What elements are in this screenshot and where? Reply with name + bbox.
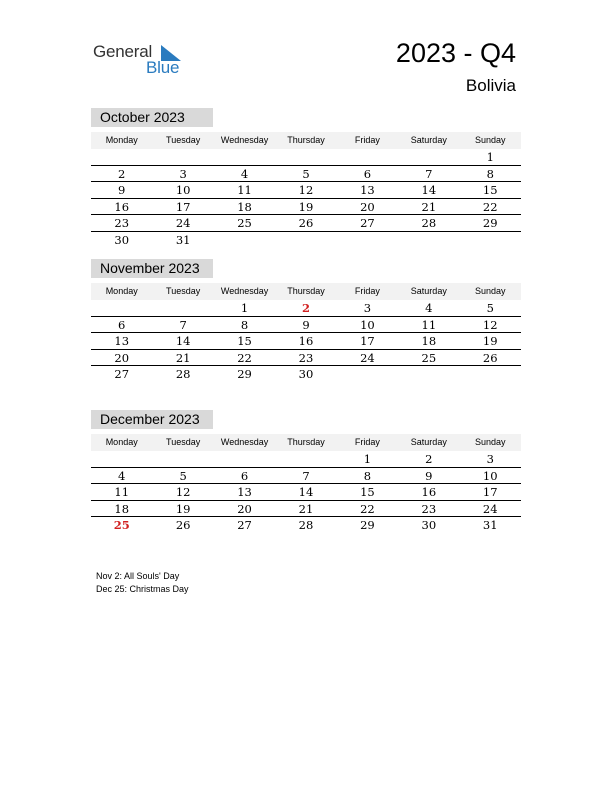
- day-cell: 28: [421, 216, 437, 231]
- day-cell: [214, 451, 275, 467]
- weekday-label: Thursday: [287, 286, 325, 296]
- day-cell: 27: [237, 518, 252, 533]
- day-cell: 6: [118, 317, 126, 332]
- day-cell: 13: [360, 183, 375, 198]
- day-cell: 3: [363, 301, 372, 315]
- day-cell: 9: [425, 468, 433, 483]
- week-rows: [91, 149, 521, 249]
- day-cell: 31: [482, 518, 498, 533]
- week-rows: [91, 451, 521, 534]
- day-cell: 5: [302, 166, 310, 181]
- day-cell: 10: [360, 317, 375, 332]
- weekday-label: Thursday: [287, 135, 325, 145]
- day-cell: 12: [175, 485, 191, 500]
- day-cell: 18: [237, 199, 252, 214]
- day-cell: 12: [298, 183, 314, 198]
- day-cell: [398, 232, 459, 249]
- day-cell: 5: [179, 468, 187, 483]
- day-cell: 18: [421, 334, 437, 349]
- month-block-november: [91, 259, 521, 383]
- day-cell: 8: [240, 317, 249, 332]
- day-cell: 11: [421, 317, 437, 332]
- day-cell: 25: [421, 350, 437, 365]
- weekday-label: Monday: [105, 437, 138, 447]
- day-cell: 17: [175, 199, 191, 214]
- day-cell: 28: [298, 518, 314, 533]
- week-row: [91, 451, 521, 468]
- day-cell: [91, 300, 152, 316]
- day-cell: 6: [240, 468, 249, 483]
- month-block-october: [91, 108, 521, 249]
- week-row: [91, 350, 521, 367]
- day-cell: 15: [360, 485, 375, 500]
- week-row: [91, 517, 521, 534]
- day-cell: 30: [298, 367, 314, 382]
- day-cell: [275, 149, 336, 165]
- holiday-note: Dec 25: Christmas Day: [96, 584, 189, 594]
- day-cell: 7: [302, 468, 310, 483]
- day-cell: [91, 451, 152, 467]
- page-title: 2023 - Q4: [395, 38, 516, 68]
- day-cell: 14: [298, 485, 314, 500]
- day-cell: 29: [237, 367, 252, 382]
- logo-general-text: General: [93, 42, 153, 61]
- day-cell: 21: [175, 350, 191, 365]
- month-name: November 2023: [91, 259, 213, 278]
- day-cell: 18: [114, 501, 130, 516]
- day-cell: 17: [360, 334, 375, 349]
- weekday-label: Sunday: [474, 286, 506, 296]
- day-cell: 31: [175, 232, 191, 247]
- weekday-label: Monday: [105, 286, 138, 296]
- weekday-label: Sunday: [474, 135, 506, 145]
- week-row: [91, 300, 521, 317]
- day-cell: 21: [298, 501, 314, 516]
- weekday-label: Saturday: [410, 437, 447, 447]
- day-cell: 28: [175, 367, 191, 382]
- day-cell: 1: [240, 301, 249, 315]
- weekday-label: Tuesday: [166, 286, 201, 296]
- day-cell: [398, 366, 459, 383]
- day-cell: 14: [421, 183, 437, 198]
- day-cell: 24: [175, 216, 191, 231]
- week-row: [91, 182, 521, 199]
- holiday-day-cell: 2: [301, 301, 310, 315]
- week-row: [91, 366, 521, 383]
- day-cell: 4: [118, 468, 126, 483]
- day-cell: 3: [179, 166, 187, 181]
- day-cell: 26: [175, 518, 191, 533]
- day-cell: [91, 149, 152, 165]
- weekday-label: Monday: [105, 135, 138, 145]
- day-cell: 1: [363, 452, 372, 466]
- day-cell: [214, 232, 275, 249]
- day-cell: [398, 149, 459, 165]
- day-cell: 10: [175, 183, 191, 198]
- week-rows: [91, 300, 521, 383]
- week-row: [91, 468, 521, 485]
- generalblue-logo: [93, 42, 193, 78]
- day-cell: [214, 149, 275, 165]
- day-cell: [275, 232, 336, 249]
- day-cell: 8: [486, 166, 494, 181]
- day-cell: 30: [421, 518, 437, 533]
- weekday-label: Sunday: [474, 437, 506, 447]
- day-cell: [337, 366, 398, 383]
- day-cell: 3: [486, 452, 494, 466]
- day-cell: 23: [298, 350, 314, 365]
- day-cell: 13: [237, 485, 252, 500]
- day-cell: 26: [298, 216, 314, 231]
- day-cell: 29: [360, 518, 375, 533]
- day-cell: 21: [421, 199, 437, 214]
- day-cell: [152, 149, 213, 165]
- day-cell: 27: [114, 367, 130, 382]
- day-cell: 2: [118, 166, 126, 181]
- day-cell: 4: [425, 301, 433, 315]
- weekday-label: Wednesday: [220, 286, 269, 296]
- week-row: [91, 232, 521, 249]
- weekday-label: Wednesday: [220, 135, 269, 145]
- day-cell: 7: [425, 166, 433, 181]
- day-cell: 22: [237, 350, 252, 365]
- day-cell: 20: [237, 501, 252, 516]
- day-cell: 22: [360, 501, 375, 516]
- day-cell: 16: [114, 199, 130, 214]
- day-cell: [337, 149, 398, 165]
- day-cell: 13: [114, 334, 130, 349]
- week-row: [91, 501, 521, 518]
- day-cell: [152, 451, 213, 467]
- day-cell: 2: [425, 452, 433, 466]
- day-cell: 27: [360, 216, 375, 231]
- weekday-label: Tuesday: [166, 135, 201, 145]
- day-cell: 25: [237, 216, 252, 231]
- day-cell: 24: [482, 501, 498, 516]
- weekday-label: Friday: [354, 286, 380, 296]
- month-name: October 2023: [91, 108, 213, 127]
- day-cell: 11: [114, 485, 130, 500]
- day-cell: 9: [302, 317, 310, 332]
- week-row: [91, 333, 521, 350]
- day-cell: [460, 232, 521, 249]
- day-cell: 23: [114, 216, 130, 231]
- weekday-label: Thursday: [287, 437, 325, 447]
- country-label: Bolivia: [465, 76, 516, 95]
- day-cell: 15: [482, 183, 498, 198]
- day-cell: 17: [482, 485, 498, 500]
- weekday-header-row: [91, 132, 521, 149]
- week-row: [91, 317, 521, 334]
- day-cell: 19: [482, 334, 498, 349]
- day-cell: [152, 300, 213, 316]
- weekday-label: Saturday: [410, 135, 447, 145]
- day-cell: 24: [360, 350, 375, 365]
- day-cell: [460, 366, 521, 383]
- day-cell: 8: [363, 468, 372, 483]
- day-cell: 20: [360, 199, 375, 214]
- holiday-notes: [96, 570, 189, 596]
- day-cell: 19: [175, 501, 191, 516]
- day-cell: 19: [298, 199, 314, 214]
- day-cell: 26: [482, 350, 498, 365]
- day-cell: 5: [486, 301, 494, 315]
- weekday-label: Tuesday: [166, 437, 201, 447]
- day-cell: [275, 451, 336, 467]
- day-cell: 20: [114, 350, 130, 365]
- day-cell: 23: [421, 501, 437, 516]
- day-cell: 14: [175, 334, 191, 349]
- day-cell: 15: [237, 334, 252, 349]
- week-row: [91, 199, 521, 216]
- day-cell: 4: [240, 166, 249, 181]
- weekday-label: Saturday: [410, 286, 447, 296]
- holiday-day-cell: 25: [113, 518, 130, 533]
- weekday-label: Friday: [354, 437, 380, 447]
- month-name: December 2023: [91, 410, 213, 429]
- week-row: [91, 215, 521, 232]
- weekday-label: Wednesday: [220, 437, 269, 447]
- week-row: [91, 484, 521, 501]
- week-row: [91, 166, 521, 183]
- day-cell: 7: [179, 317, 187, 332]
- day-cell: 16: [298, 334, 314, 349]
- day-cell: 29: [482, 216, 498, 231]
- month-block-december: [91, 410, 521, 534]
- logo-blue-text: Blue: [146, 58, 180, 77]
- day-cell: 11: [237, 183, 252, 198]
- holiday-note: Nov 2: All Souls' Day: [96, 571, 180, 581]
- weekday-header-row: [91, 283, 521, 300]
- weekday-label: Friday: [354, 135, 380, 145]
- day-cell: 6: [363, 166, 372, 181]
- day-cell: 9: [118, 183, 126, 198]
- day-cell: 22: [482, 199, 498, 214]
- day-cell: [337, 232, 398, 249]
- day-cell: 12: [482, 317, 498, 332]
- day-cell: 1: [486, 150, 494, 164]
- weekday-header-row: [91, 434, 521, 451]
- day-cell: 30: [114, 232, 130, 247]
- week-row: [91, 149, 521, 166]
- day-cell: 16: [421, 485, 437, 500]
- day-cell: 10: [482, 468, 498, 483]
